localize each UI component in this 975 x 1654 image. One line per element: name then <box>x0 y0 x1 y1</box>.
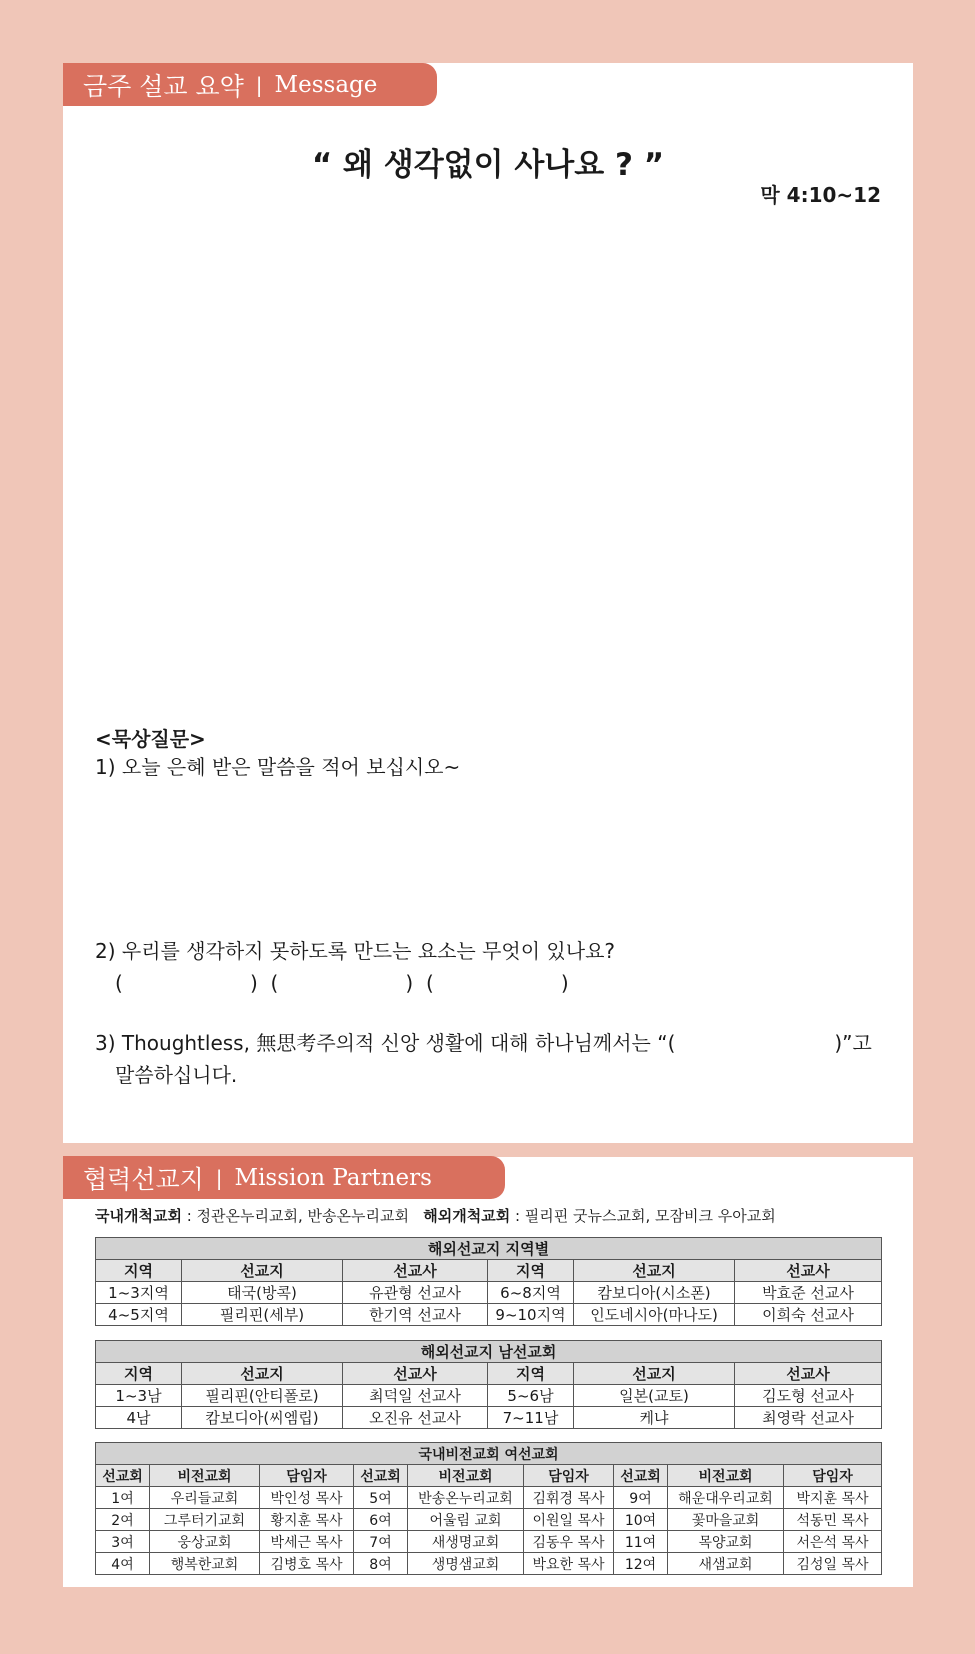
mission-tab-korean: 협력선교지 <box>83 1164 204 1194</box>
column-header: 선교사 <box>343 1260 488 1282</box>
table-cell: 캄보디아(시소폰) <box>574 1282 735 1304</box>
table-cell: 6~8지역 <box>488 1282 574 1304</box>
table-cell: 김동우 목사 <box>524 1531 614 1553</box>
table-cell: 캄보디아(씨엠립) <box>182 1407 343 1429</box>
column-header: 비전교회 <box>150 1465 260 1487</box>
table-cell: 김병호 목사 <box>260 1553 354 1575</box>
table-cell: 최영락 선교사 <box>735 1407 882 1429</box>
table-row <box>96 1531 882 1553</box>
message-panel <box>63 63 913 1143</box>
table-cell: 9여 <box>614 1487 668 1509</box>
domestic-churches-value: : 정관온누리교회, 반송온누리교회 <box>181 1207 409 1225</box>
message-section-tab <box>63 63 437 106</box>
table-row <box>96 1385 882 1407</box>
table-cell: 12여 <box>614 1553 668 1575</box>
question-3: 3) Thoughtless, 無思考주의적 신앙 생활에 대해 하나님께서는 “( )”고 <box>95 1031 872 1055</box>
table-row <box>96 1487 882 1509</box>
column-header: 선교지 <box>574 1260 735 1282</box>
table-cell: 김도형 선교사 <box>735 1385 882 1407</box>
table-cell: 목양교회 <box>668 1531 784 1553</box>
table-cell: 7~11남 <box>488 1407 574 1429</box>
column-header: 선교회 <box>354 1465 408 1487</box>
table-cell: 석동민 목사 <box>784 1509 882 1531</box>
column-header: 지역 <box>488 1363 574 1385</box>
table-cell: 꽃마을교회 <box>668 1509 784 1531</box>
table-caption: 해외선교지 지역별 <box>96 1238 882 1260</box>
domestic-churches-label: 국내개척교회 <box>95 1207 182 1225</box>
column-header: 선교지 <box>182 1260 343 1282</box>
table-cell: 4여 <box>96 1553 150 1575</box>
mission-tab-separator: | <box>215 1165 223 1190</box>
table-cell: 유관형 선교사 <box>343 1282 488 1304</box>
mission-panel <box>63 1157 913 1587</box>
table-cell: 7여 <box>354 1531 408 1553</box>
column-header: 지역 <box>488 1260 574 1282</box>
table-cell: 2여 <box>96 1509 150 1531</box>
table-cell: 어울림 교회 <box>408 1509 524 1531</box>
scripture-reference: 막 4:10~12 <box>760 183 881 207</box>
table-caption: 국내비전교회 여선교회 <box>96 1443 882 1465</box>
column-header: 담임자 <box>784 1465 882 1487</box>
overseas-churches-value: : 필리핀 굿뉴스교회, 모잠비크 우아교회 <box>510 1207 776 1225</box>
table-cell: 박효준 선교사 <box>735 1282 882 1304</box>
table-cell: 이원일 목사 <box>524 1509 614 1531</box>
column-header: 비전교회 <box>668 1465 784 1487</box>
question-2-blanks: ( ) ( ) ( ) <box>115 971 569 995</box>
overseas-region-table <box>95 1237 882 1326</box>
table-cell: 새샘교회 <box>668 1553 784 1575</box>
table-cell: 김성일 목사 <box>784 1553 882 1575</box>
table-cell: 3여 <box>96 1531 150 1553</box>
table-cell: 생명샘교회 <box>408 1553 524 1575</box>
mission-tab-english: Mission Partners <box>234 1164 432 1191</box>
table-cell: 우리들교회 <box>150 1487 260 1509</box>
table-cell: 1~3지역 <box>96 1282 182 1304</box>
partner-churches-line <box>95 1205 776 1226</box>
table-cell: 박세근 목사 <box>260 1531 354 1553</box>
table-cell: 오진유 선교사 <box>343 1407 488 1429</box>
table-cell: 태국(방콕) <box>182 1282 343 1304</box>
table-cell: 1~3남 <box>96 1385 182 1407</box>
column-header: 선교지 <box>182 1363 343 1385</box>
column-header: 비전교회 <box>408 1465 524 1487</box>
column-header: 선교지 <box>574 1363 735 1385</box>
question-1: 1) 오늘 은혜 받은 말씀을 적어 보십시오~ <box>95 755 461 779</box>
table-cell: 11여 <box>614 1531 668 1553</box>
message-tab-separator: | <box>255 72 263 97</box>
table-cell: 최덕일 선교사 <box>343 1385 488 1407</box>
table-cell: 박요한 목사 <box>524 1553 614 1575</box>
column-header: 선교회 <box>96 1465 150 1487</box>
message-tab-english: Message <box>274 71 378 98</box>
table-cell: 행복한교회 <box>150 1553 260 1575</box>
table-cell: 일본(교토) <box>574 1385 735 1407</box>
column-header: 선교사 <box>735 1260 882 1282</box>
table-row <box>96 1553 882 1575</box>
table-row <box>96 1407 882 1429</box>
table-cell: 해운대우리교회 <box>668 1487 784 1509</box>
table-cell: 6여 <box>354 1509 408 1531</box>
column-header: 담임자 <box>524 1465 614 1487</box>
column-header: 담임자 <box>260 1465 354 1487</box>
question-3-continued: 말씀하십니다. <box>115 1063 238 1087</box>
mission-section-tab <box>63 1156 505 1199</box>
question-2: 2) 우리를 생각하지 못하도록 만드는 요소는 무엇이 있나요? <box>95 939 616 963</box>
table-cell: 새생명교회 <box>408 1531 524 1553</box>
table-cell: 그루터기교회 <box>150 1509 260 1531</box>
table-row <box>96 1509 882 1531</box>
table-cell: 웅상교회 <box>150 1531 260 1553</box>
table-cell: 한기역 선교사 <box>343 1304 488 1326</box>
table-row <box>96 1304 882 1326</box>
table-cell: 4남 <box>96 1407 182 1429</box>
table-cell: 4~5지역 <box>96 1304 182 1326</box>
table-cell: 1여 <box>96 1487 150 1509</box>
column-header: 선교사 <box>735 1363 882 1385</box>
table-cell: 9~10지역 <box>488 1304 574 1326</box>
message-tab-korean: 금주 설교 요약 <box>83 71 244 101</box>
table-cell: 반송온누리교회 <box>408 1487 524 1509</box>
domestic-women-mission-table <box>95 1442 882 1575</box>
table-cell: 10여 <box>614 1509 668 1531</box>
overseas-churches-label: 해외개척교회 <box>423 1207 511 1225</box>
table-cell: 5여 <box>354 1487 408 1509</box>
sermon-title: “ 왜 생각없이 사나요 ? ” <box>311 147 665 183</box>
table-caption: 해외선교지 남선교회 <box>96 1341 882 1363</box>
questions-heading: <묵상질문> <box>95 727 206 751</box>
table-cell: 박지훈 목사 <box>784 1487 882 1509</box>
table-cell: 필리핀(안티폴로) <box>182 1385 343 1407</box>
table-cell: 필리핀(세부) <box>182 1304 343 1326</box>
overseas-men-mission-table <box>95 1340 882 1429</box>
column-header: 선교회 <box>614 1465 668 1487</box>
column-header: 지역 <box>96 1260 182 1282</box>
table-cell: 이희숙 선교사 <box>735 1304 882 1326</box>
table-cell: 8여 <box>354 1553 408 1575</box>
column-header: 지역 <box>96 1363 182 1385</box>
table-row <box>96 1282 882 1304</box>
column-header: 선교사 <box>343 1363 488 1385</box>
table-cell: 케냐 <box>574 1407 735 1429</box>
table-cell: 인도네시아(마나도) <box>574 1304 735 1326</box>
table-cell: 5~6남 <box>488 1385 574 1407</box>
table-cell: 황지훈 목사 <box>260 1509 354 1531</box>
table-cell: 김휘경 목사 <box>524 1487 614 1509</box>
table-cell: 서은석 목사 <box>784 1531 882 1553</box>
table-cell: 박인성 목사 <box>260 1487 354 1509</box>
